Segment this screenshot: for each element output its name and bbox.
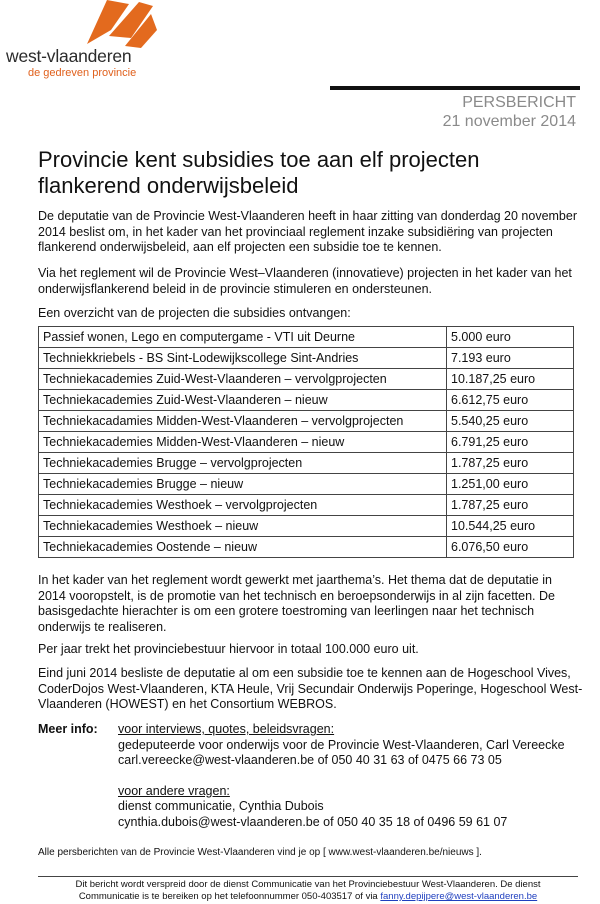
press-header (443, 93, 576, 131)
table-row (39, 432, 574, 453)
table-row (39, 453, 574, 474)
project-amount: 1.787,25 euro (447, 495, 574, 516)
table-row (39, 495, 574, 516)
project-name: Techniekacademies Westhoek – nieuw (39, 516, 447, 537)
project-amount: 6.791,25 euro (447, 432, 574, 453)
budget-paragraph: Per jaar trekt het provinciebestuur hiervoor in totaal 100.000 euro uit. (38, 642, 419, 656)
project-name: Techniekacademies Oostende – nieuw (39, 537, 447, 558)
project-name: Techniekacademies Midden-West-Vlaanderen – nieuw (39, 432, 447, 453)
logo-name: west-vlaanderen (6, 46, 132, 66)
project-amount: 5.540,25 euro (447, 411, 574, 432)
project-amount: 10.544,25 euro (447, 516, 574, 537)
project-name: Techniekacademies Zuid-West-Vlaanderen – nieuw (39, 390, 447, 411)
spacer (118, 769, 588, 784)
table-row (39, 411, 574, 432)
project-amount: 7.193 euro (447, 348, 574, 369)
project-name: Techniekacadamies Midden-West-Vlaanderen – vervolgprojecten (39, 411, 447, 432)
footer-line-1: Dit bericht wordt verspreid door de dienst Communicatie van het Provinciebestuur West-Vlaanderen. De dienst (75, 879, 541, 890)
project-name: Techniekacademies Brugge – nieuw (39, 474, 447, 495)
footer-email-link[interactable]: fanny.depijpere@west-vlaanderen.be (380, 891, 538, 902)
projects-table (38, 326, 574, 558)
project-name: Techniekacademies Zuid-West-Vlaanderen – vervolgprojecten (39, 369, 447, 390)
logo-mark-icon (81, 0, 159, 50)
press-date: 21 november 2014 (442, 113, 576, 130)
more-info-label: Meer info: (38, 722, 98, 736)
project-name: Techniekacademies Brugge – vervolgprojecten (39, 453, 447, 474)
other-contact-person: dienst communicatie, Cynthia Dubois (118, 799, 324, 813)
footer-line-2-text: Communicatie is te bereiken op het telefoonnummer 050-403517 of via (78, 891, 381, 902)
theme-paragraph: In het kader van het reglement wordt gewerkt met jaarthema’s. Het thema dat de deputatie in 2014 vooropstelt, is de promotie van het technisch en beroepsonderwijs in al zijn facetten. De basisgedachte hierachter is om een grotere toestroming van leerlingen naar het technisch onderwijs te realiseren. (38, 573, 555, 634)
press-contact-heading: voor interviews, quotes, beleidsvragen: (118, 722, 335, 736)
project-amount: 6.612,75 euro (447, 390, 574, 411)
other-contact-details[interactable]: cynthia.dubois@west-vlaanderen.be of 050 40 35 18 of 0496 59 61 07 (118, 814, 508, 829)
project-name: Techniekkriebels - BS Sint-Lodewijkscollege Sint-Andries (39, 348, 447, 369)
press-label: PERSBERICHT (462, 94, 576, 111)
overview-paragraph: Een overzicht van de projecten die subsidies ontvangen: (38, 306, 351, 320)
footer-line-2 (38, 891, 578, 903)
reglement-paragraph: Via het reglement wil de Provincie West–Vlaanderen (innovatieve) projecten in het kader van het onderwijsflankerend beleid in de provincie stimuleren en ondersteunen. (38, 266, 572, 296)
project-name: Techniekacademies Westhoek – vervolgprojecten (39, 495, 447, 516)
all-press-releases-note: Alle persberichten van de Provincie West-Vlaanderen vind je op [ www.west-vlaanderen.be/nieuws ]. (38, 847, 482, 858)
table-row (39, 348, 574, 369)
project-amount: 5.000 euro (447, 327, 574, 348)
project-amount: 10.187,25 euro (447, 369, 574, 390)
footer-divider (38, 876, 578, 877)
june-paragraph: Eind juni 2014 besliste de deputatie al om een subsidie toe te kennen aan de Hogeschool Vives, CoderDojos West-Vlaanderen, KTA Heule, Vrij Secundair Onderwijs Poperinge, Hogeschool West-Vlaanderen (HOWEST) en het Consortium WEBROS. (38, 666, 583, 711)
table-row (39, 537, 574, 558)
logo-tagline: de gedreven provincie (28, 67, 137, 79)
page-title: Provincie kent subsidies toe aan elf projecten flankerend onderwijsbeleid (38, 147, 480, 198)
intro-paragraph: De deputatie van de Provincie West-Vlaanderen heeft in haar zitting van donderdag 20 november 2014 beslist om, in het kader van het provinciaal reglement inzake subsidiëring van projecten flankerend onderwijsbeleid, aan elf projecten een subsidie toe te kennen. (38, 209, 578, 254)
table-row (39, 516, 574, 537)
press-contact-person: gedeputeerde voor onderwijs voor de Provincie West-Vlaanderen, Carl Vereecke (118, 737, 565, 752)
table-row (39, 474, 574, 495)
header-rule (330, 86, 580, 90)
press-contact-details[interactable]: carl.vereecke@west-vlaanderen.be of 050 40 31 63 of 0475 66 73 05 (118, 753, 502, 767)
logo (6, 0, 166, 82)
project-amount: 1.251,00 euro (447, 474, 574, 495)
other-contact-heading: voor andere vragen: (118, 783, 230, 798)
project-name: Passief wonen, Lego en computergame - VTI uit Deurne (39, 327, 447, 348)
project-amount: 6.076,50 euro (447, 537, 574, 558)
table-row (39, 327, 574, 348)
footer (38, 879, 578, 903)
project-amount: 1.787,25 euro (447, 453, 574, 474)
table-row (39, 369, 574, 390)
table-row (39, 390, 574, 411)
more-info-contacts (118, 722, 588, 830)
